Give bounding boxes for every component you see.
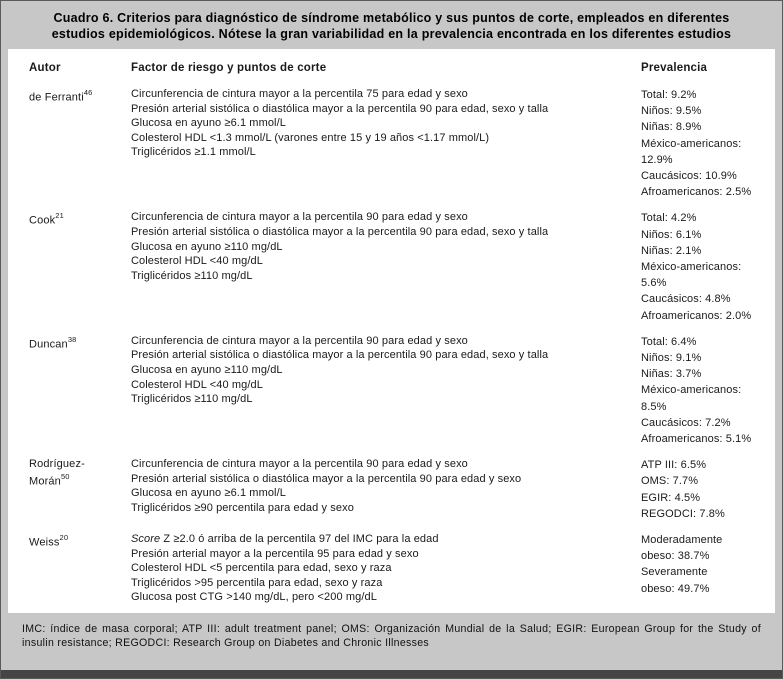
prevalence-line: Total: 4.2% [641,212,697,225]
prevalence-line: obeso: 38.7% [641,550,710,563]
factor-line: Presión arterial sistólica o diastólica mayor a la percentila 90 para edad, sexo y talla [131,349,549,362]
factor-line: Glucosa en ayuno ≥110 mg/dL [131,240,283,253]
factor-line: Presión arterial mayor a la percentila 95 para edad y sexo [131,547,419,560]
column-header-factor: Factor de riesgo y puntos de corte [131,62,327,74]
table-row [29,87,761,200]
prevalence-line: OMS: 7.7% [641,475,699,488]
prevalence-line: Niños: 9.1% [641,352,702,365]
factor-line: Triglicéridos ≥1.1 mmol/L [131,146,256,159]
prevalence-cell [641,457,761,522]
factor-line: Glucosa post CTG >140 mg/dL, pero <200 mg/dL [131,591,377,604]
prevalence-line: México-americanos: [641,137,742,150]
prevalence-line: Niñas: 2.1% [641,244,702,257]
reference-superscript: 21 [55,211,64,221]
prevalence-line: 8.5% [641,400,667,413]
factors-cell [131,87,617,160]
prevalence-cell [641,334,761,447]
author-cell [29,457,107,489]
prevalence-line: Niños: 9.5% [641,105,702,118]
table-row [29,457,761,522]
prevalence-line: 12.9% [641,153,673,166]
factor-line: Triglicéridos ≥90 percentila para edad y sexo [131,502,354,515]
prevalence-line: Severamente [641,566,708,579]
factor-line: Glucosa en ayuno ≥110 mg/dL [131,364,283,377]
reference-superscript: 50 [60,472,70,482]
prevalence-cell [641,210,761,323]
factor-line: Circunferencia de cintura mayor a la percentila 90 para edad y sexo [131,211,468,224]
prevalence-line: Caucásicos: 10.9% [641,170,737,183]
prevalence-line: Total: 6.4% [641,335,697,348]
prevalence-line: Moderadamente [641,534,723,547]
factors-cell [131,334,617,407]
reference-superscript: 46 [83,88,93,97]
factor-line: Circunferencia de cintura mayor a la percentila 90 para edad y sexo [131,458,468,471]
author-cell [29,532,107,550]
prevalence-line: México-americanos: [641,384,742,397]
prevalence-line: Afroamericanos: 5.1% [641,433,752,446]
prevalence-line: Caucásicos: 7.2% [641,416,731,429]
author-name: Weiss [29,536,60,549]
prevalence-line: 5.6% [641,277,667,290]
factors-cell [131,210,617,283]
prevalence-line: Niños: 6.1% [641,228,702,241]
author-name: Rodríguez-Morán [29,458,85,488]
table-row [29,210,761,323]
factor-line: Circunferencia de cintura mayor a la percentila 75 para edad y sexo [131,88,468,100]
table-row [29,532,761,605]
prevalence-cell [641,87,761,200]
factor-line: Presión arterial sistólica o diastólica mayor a la percentila 90 para edad, sexo y talla [131,102,549,115]
author-cell [29,210,107,228]
author-cell [29,334,107,352]
prevalence-line: Niñas: 3.7% [641,368,702,381]
author-name: Duncan [29,338,68,351]
prevalence-line: Total: 9.2% [641,89,697,101]
table-header-row [29,62,761,74]
prevalence-line: ATP III: 6.5% [641,459,707,472]
factor-line: Colesterol HDL <1.3 mmol/L (varones entre 15 y 19 años <1.17 mmol/L) [131,131,490,144]
reference-superscript: 20 [59,533,69,543]
factor-line: Colesterol HDL <5 percentila para edad, sexo y raza [131,562,392,575]
factor-line: Triglicéridos ≥110 mg/dL [131,393,253,406]
prevalence-line: EGIR: 4.5% [641,491,701,504]
reference-superscript: 38 [67,334,77,344]
author-name: Cook [29,215,56,228]
factor-line [131,532,617,547]
factor-line: Colesterol HDL <40 mg/dL [131,378,263,391]
factor-line: Circunferencia de cintura mayor a la percentila 90 para edad y sexo [131,334,468,347]
table-body-panel [8,49,775,613]
factor-line: Glucosa en ayuno ≥6.1 mmol/L [131,487,286,500]
factor-line: Triglicéridos ≥110 mg/dL [131,269,253,282]
factor-line: Colesterol HDL <40 mg/dL [131,255,263,268]
author-name: de Ferranti [29,91,84,104]
prevalence-line: México-americanos: [641,261,742,274]
prevalence-line: Caucásicos: 4.8% [641,293,731,306]
score-italic-label: Score [131,533,161,546]
bottom-border-bar [1,670,782,678]
prevalence-line: obeso: 49.7% [641,582,710,595]
factor-line: Presión arterial sistólica o diastólica mayor a la percentila 90 para edad, sexo y talla [131,226,549,239]
prevalence-line: REGODCI: 7.8% [641,507,725,520]
column-header-prevalencia: Prevalencia [641,62,708,74]
factor-line: Glucosa en ayuno ≥6.1 mmol/L [131,117,286,130]
table-footnote: IMC: índice de masa corporal; ATP III: adult treatment panel; OMS: Organización Mundial de la Salud; EGIR: European Group for the Study of insulin resistance; REGODCI: Research Group on Diabetes and Chronic Illnesses [22,623,761,650]
table-row [29,334,761,447]
factor-line: Presión arterial sistólica o diastólica mayor a la percentila 90 para edad y sexo [131,472,522,485]
prevalence-line: Afroamericanos: 2.5% [641,186,752,199]
prevalence-line: Afroamericanos: 2.0% [641,309,752,322]
prevalence-cell [641,532,761,597]
factor-line-text: Z ≥2.0 ó arriba de la percentila 97 del IMC para la edad [160,533,439,546]
factors-cell [131,457,617,515]
column-header-autor: Autor [29,62,61,74]
factor-line: Triglicéridos >95 percentila para edad, sexo y raza [131,576,383,589]
author-cell [29,87,107,105]
factors-cell [131,532,617,605]
prevalence-line: Niñas: 8.9% [641,121,702,134]
table-title: Cuadro 6. Criterios para diagnóstico de síndrome metabólico y sus puntos de corte, empleados en diferentes estudios epidemiológicos. Nótese la gran variabilidad en la prevalencia encontrada en los diferentes estudios [51,11,732,41]
